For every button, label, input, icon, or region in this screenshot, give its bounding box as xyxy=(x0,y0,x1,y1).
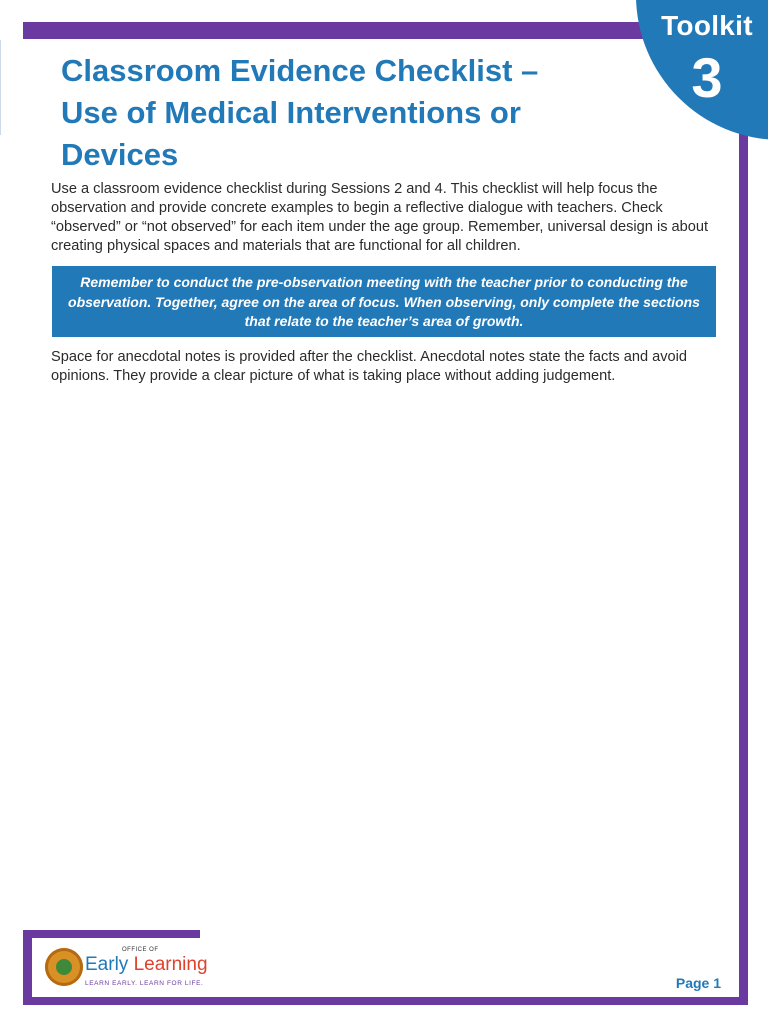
logo-name-early: Early xyxy=(85,954,129,975)
toolkit-number: 3 xyxy=(691,46,723,109)
florida-seal-icon xyxy=(45,948,83,986)
callout-text: Remember to conduct the pre-observation meeting with the teacher xyxy=(80,274,535,290)
intro-paragraph: Use a classroom evidence checklist during Sessions 2 and 4. This checklist will help focus the observation and provide concrete examples to begin a reflective dialogue with teachers. Check “observed” or “not observed” for each item under the age group. Remember, universal design is about creating physical spaces and materials that are functional for all children. xyxy=(51,181,709,254)
callout-text: to conducting the observation. Together, agree on the area of focus. When observing, only complete the sections that relate to the teacher’s area of growth. xyxy=(68,274,700,329)
logo-name-learning: Learning xyxy=(133,954,208,975)
logo-name xyxy=(85,954,208,976)
frame-logo-bar xyxy=(23,930,200,938)
notes-paragraph: Space for anecdotal notes is provided after the checklist. Anecdotal notes state the facts and avoid opinions. They provide a clear picture of what is taking place without adding judgement. xyxy=(51,349,688,384)
title-line: Devices xyxy=(61,137,179,172)
reminder-callout xyxy=(52,266,716,337)
toolkit-label: Toolkit xyxy=(661,10,753,41)
frame-left-bar xyxy=(23,930,32,1005)
early-learning-logo xyxy=(45,946,215,992)
logo-office-text: OFFICE OF xyxy=(122,947,159,953)
title-line: Classroom Evidence Checklist – xyxy=(61,53,539,88)
logo-tagline: LEARN EARLY. LEARN FOR LIFE. xyxy=(85,980,204,987)
callout-emphasis: prior xyxy=(534,274,567,290)
frame-right-bar xyxy=(739,130,748,1004)
frame-bottom-bar xyxy=(23,997,748,1005)
frame-top-bar xyxy=(23,22,653,39)
title-line: Use of Medical Interventions or xyxy=(61,95,521,130)
page-number: Page 1 xyxy=(675,975,721,991)
page-title xyxy=(61,50,621,176)
page-edge-line xyxy=(0,40,1,135)
